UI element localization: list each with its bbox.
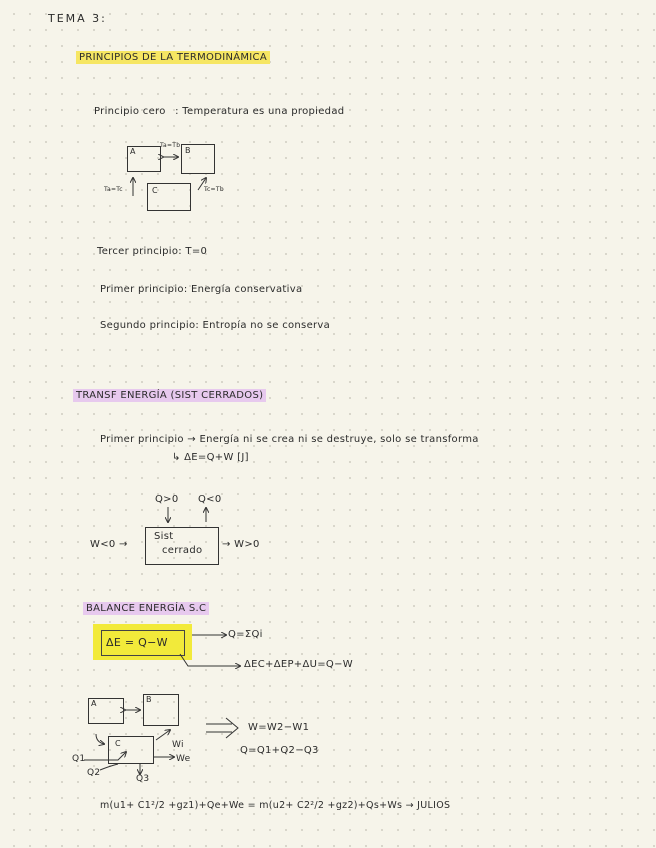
tercer-principio: Tercer principio: T=0 xyxy=(97,246,208,257)
eq-label-ab: Ta=Tb xyxy=(160,142,181,149)
sum-q-equation: Q=ΣQi xyxy=(228,629,263,640)
wi-label: Wi xyxy=(172,740,184,750)
box-line-2: cerrado xyxy=(162,545,203,556)
box-line-1: Sist xyxy=(154,531,174,542)
primer-principio-transf: Primer principio → Energía ni se crea ni se destruye, solo se transforma xyxy=(100,434,479,445)
box-c-label: C xyxy=(115,739,121,748)
primer-principio: Primer principio: Energía conservativa xyxy=(100,284,303,295)
curl-arrow-left xyxy=(96,734,104,744)
q-negative-label: Q<0 xyxy=(198,494,222,505)
implies-arrow xyxy=(206,718,238,738)
q2-label: Q2 xyxy=(87,768,101,778)
box-a-label: A xyxy=(91,699,97,708)
expanded-equation: ΔEC+ΔEP+ΔU=Q−W xyxy=(244,659,353,670)
heat-equation: Q=Q1+Q2−Q3 xyxy=(240,745,319,756)
w-negative-label: W<0 → xyxy=(90,539,128,550)
eq-label-ac: Ta=Tc xyxy=(104,186,123,193)
arrow-bc xyxy=(198,178,206,190)
box-b-label: B xyxy=(146,695,152,704)
w-positive-label: → W>0 xyxy=(222,539,260,550)
energy-balance-final: m(u1+ C1²/2 +gz1)+Qe+We = m(u2+ C2²/2 +gz2)+Qs+Ws → JULIOS xyxy=(100,800,451,811)
box-c-label: C xyxy=(152,186,158,195)
expanded-arrow xyxy=(180,654,240,666)
q1-label: Q1 xyxy=(72,754,86,764)
heading-highlight: PRINCIPIOS DE LA TERMODINÁMICA xyxy=(76,51,270,64)
wi-arrow xyxy=(156,730,170,740)
heading-highlight: BALANCE ENERGÍA S.C xyxy=(83,602,209,615)
principio-cero-label: Principio cero xyxy=(94,106,166,117)
we-label: We xyxy=(176,754,191,764)
work-equation: W=W2−W1 xyxy=(248,722,310,733)
energy-formula: ↳ ΔE=Q+W [J] xyxy=(172,452,249,463)
q1-arrow xyxy=(84,752,126,760)
segundo-principio: Segundo principio: Entropía no se conserva xyxy=(100,320,331,331)
heading-highlight: TRANSF ENERGÍA (SIST CERRADOS) xyxy=(73,389,266,402)
box-a-label: A xyxy=(130,147,136,156)
box-b-label: B xyxy=(185,146,191,155)
eq-label-bc: Tc=Tb xyxy=(204,186,224,193)
principio-cero-text: : Temperatura es una propiedad xyxy=(175,106,345,117)
q-positive-label: Q>0 xyxy=(155,494,179,505)
boxed-equation: ΔE = Q−W xyxy=(106,636,168,649)
q2-line xyxy=(100,764,118,770)
q3-label: Q3 xyxy=(136,774,150,784)
page-title: TEMA 3: xyxy=(48,12,107,25)
